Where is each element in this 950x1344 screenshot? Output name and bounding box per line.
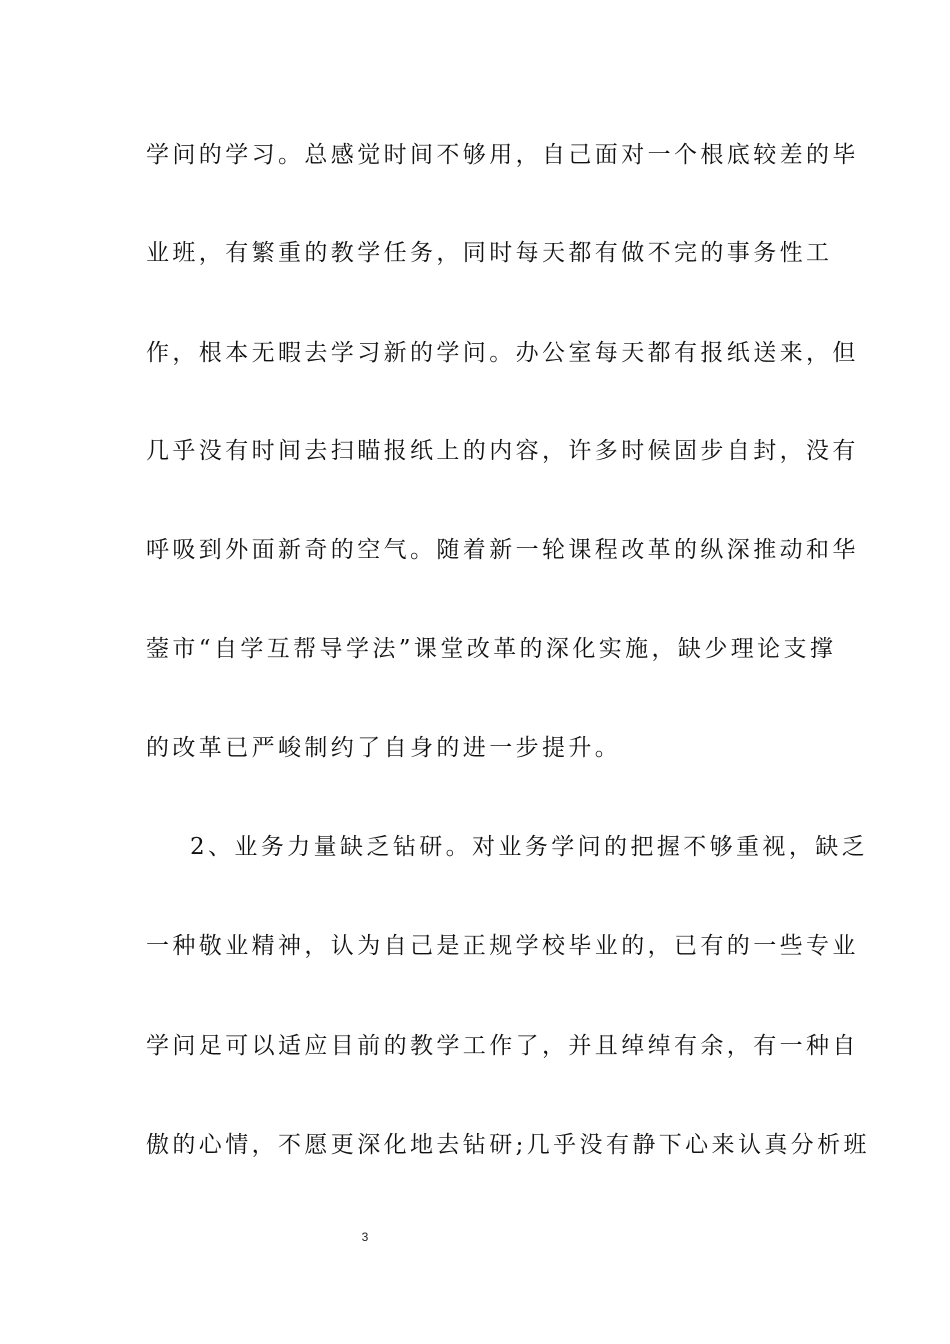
- text-line: 作，根本无暇去学习新的学问。办公室每天都有报纸送来，但: [146, 340, 859, 366]
- text-line: 傲的心情，不愿更深化地去钻研;几乎没有静下心来认真分析班: [146, 1132, 870, 1158]
- text-line: 几乎没有时间去扫瞄报纸上的内容，许多时候固步自封，没有: [146, 438, 859, 464]
- text-line: 呼吸到外面新奇的空气。随着新一轮课程改革的纵深推动和华: [146, 537, 859, 563]
- text-line: 学问足可以适应目前的教学工作了，并且绰绰有余，有一种自: [146, 1033, 859, 1059]
- text-line: 一种敬业精神，认为自己是正规学校毕业的，已有的一些专业: [146, 933, 859, 959]
- text-line: 蓥市“自学互帮导学法”课堂改革的深化实施，缺少理论支撑: [146, 636, 837, 662]
- text-line: 的改革已严峻制约了自身的进一步提升。: [146, 735, 622, 761]
- page-number: 3: [361, 1230, 369, 1244]
- text-line: 业班，有繁重的教学任务，同时每天都有做不完的事务性工: [146, 240, 833, 266]
- paragraph-first-line: 2、业务力量缺乏钻研。对业务学问的把握不够重视，缺乏: [190, 834, 869, 860]
- text-line: 学问的学习。总感觉时间不够用，自己面对一个根底较差的毕: [146, 142, 859, 168]
